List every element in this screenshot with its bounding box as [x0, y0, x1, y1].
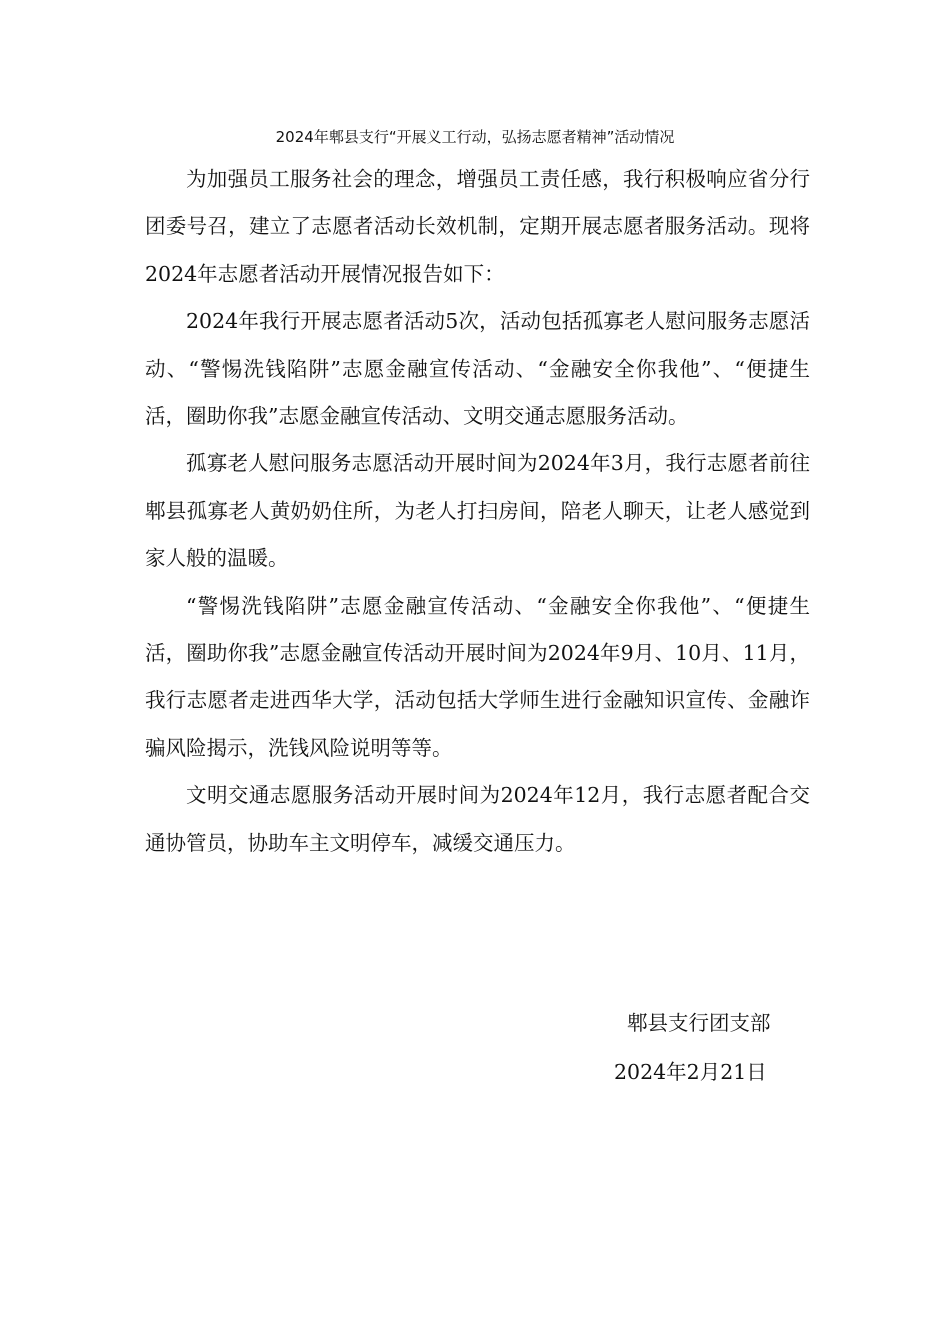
paragraph-traffic-service: 文明交通志愿服务活动开展时间为2024年12月，我行志愿者配合交通协管员，协助车主文明停车，减缓交通压力。	[145, 783, 810, 855]
paragraph-intro: 为加强员工服务社会的理念，增强员工责任感，我行积极响应省分行团委号召，建立了志愿者活动长效机制，定期开展志愿者服务活动。现将2024年志愿者活动开展情况报告如下：	[145, 167, 810, 286]
document-title: 2024年郫县支行“开展义工行动，弘扬志愿者精神”活动情况	[275, 128, 675, 146]
signature-date: 2024年2月21日	[614, 1060, 767, 1084]
paragraph-summary: 2024年我行开展志愿者活动5次，活动包括孤寡老人慰问服务志愿活动、“警惕洗钱陷阱”志愿金融宣传活动、“金融安全你我他”、“便捷生活，圈助你我”志愿金融宣传活动、文明交通志愿服务活动。	[145, 309, 810, 429]
paragraph-finance-campaign: “警惕洗钱陷阱”志愿金融宣传活动、“金融安全你我他”、“便捷生活，圈助你我”志愿金融宣传活动开展时间为2024年9月、10月、11月，我行志愿者走进西华大学，活动包括大学师生进行金融知识宣传、金融诈骗风险揭示，洗钱风险说明等等。	[145, 593, 810, 760]
paragraph-elderly-visit: 孤寡老人慰问服务志愿活动开展时间为2024年3月，我行志愿者前往郫县孤寡老人黄奶奶住所，为老人打扫房间，陪老人聊天，让老人感觉到家人般的温暖。	[145, 451, 810, 571]
document-body	[145, 156, 810, 867]
signature-organization: 郫县支行团支部	[627, 1011, 771, 1035]
